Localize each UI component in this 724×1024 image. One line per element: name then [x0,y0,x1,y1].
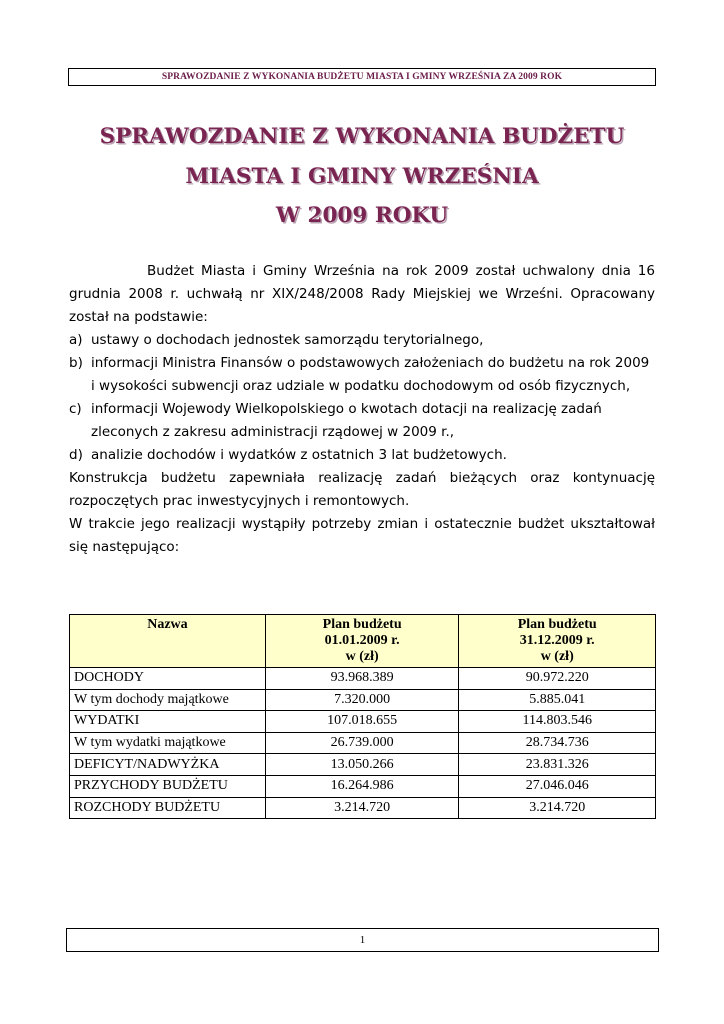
paragraph-line: W trakcie jego realizacji wystąpiły potrzeby zmian i ostatecznie budżet ukształtował [69,516,655,532]
list-item-text: analizie dochodów i wydatków z ostatnich 3 lat budżetowych. [91,447,507,463]
plan-end-value: 114.803.546 [459,711,656,733]
plan-start-value: 26.739.000 [265,732,459,754]
header-text: 01.01.2009 r. [324,633,400,648]
plan-end-value: 5.885.041 [459,689,656,711]
list-marker: c) [69,401,82,417]
document-body [69,260,655,559]
paragraph-line: się następująco: [69,539,180,555]
table-row [70,689,656,711]
plan-start-value: 107.018.655 [265,711,459,733]
header-text: Plan budżetu [517,617,597,632]
plan-end-value: 28.734.736 [459,732,656,754]
header-text: w (zł) [345,649,379,664]
list-item [69,444,655,467]
plan-start-value: 7.320.000 [265,689,459,711]
table-row [70,797,656,819]
row-name: ROZCHODY BUDŻETU [70,797,266,819]
column-header-name [70,615,266,668]
table-row [70,732,656,754]
table-header-row [70,615,656,668]
document-title-line-3: W 2009 ROKU [275,203,449,228]
plan-start-value: 93.968.389 [265,668,459,690]
row-name: WYDATKI [70,711,266,733]
plan-start-value: 13.050.266 [265,754,459,776]
page-number: 1 [359,934,366,946]
header-text: 31.12.2009 r. [519,633,595,648]
row-name: W tym wydatki majątkowe [70,732,266,754]
running-header: SPRAWOZDANIE Z WYKONANIA BUDŻETU MIASTA I GMINY WRZEŚNIA ZA 2009 ROK [68,68,656,86]
list-item-continuation: zleconych z zakresu administracji rządowej w 2009 r., [91,424,455,440]
budget-table [69,614,656,819]
list-item-continuation: i wysokości subwencji oraz udziale w podatku dochodowym od osób fizycznych, [91,378,631,394]
plan-end-value: 23.831.326 [459,754,656,776]
plan-end-value: 90.972.220 [459,668,656,690]
document-title-line-2: MIASTA I GMINY WRZEŚNIA [185,164,539,189]
plan-end-value: 27.046.046 [459,775,656,797]
list-item [69,352,655,375]
document-title-line-1: SPRAWOZDANIE Z WYKONANIA BUDŻETU [99,124,625,149]
list-item-text: informacji Ministra Finansów o podstawowych założeniach do budżetu na rok 2009 [91,355,650,371]
intro-line: został na podstawie: [69,309,208,325]
header-text: Plan budżetu [322,617,402,632]
row-name: DOCHODY [70,668,266,690]
list-marker: d) [69,447,83,463]
page-footer [66,928,659,952]
plan-start-value: 3.214.720 [265,797,459,819]
column-header-plan-start [265,615,459,668]
plan-start-value: 16.264.986 [265,775,459,797]
table-row [70,668,656,690]
row-name: W tym dochody majątkowe [70,689,266,711]
plan-end-value: 3.214.720 [459,797,656,819]
list-item-text: informacji Wojewody Wielkopolskiego o kwotach dotacji na realizację zadań [91,401,602,417]
intro-line: Budżet Miasta i Gminy Września na rok 2009 został uchwalony dnia 16 [147,263,655,279]
list-marker: b) [69,355,83,371]
paragraph-line: Konstrukcja budżetu zapewniała realizację zadań bieżących oraz kontynuację [69,470,655,486]
list-marker: a) [69,332,83,348]
paragraph-line: rozpoczętych prac inwestycyjnych i remontowych. [69,493,410,509]
table-row [70,711,656,733]
row-name: DEFICYT/NADWYŻKA [70,754,266,776]
column-header-plan-end [459,615,656,668]
list-item-text: ustawy o dochodach jednostek samorządu terytorialnego, [91,332,484,348]
list-item [69,398,655,421]
table-row [70,775,656,797]
header-text: w (zł) [540,649,574,664]
row-name: PRZYCHODY BUDŻETU [70,775,266,797]
table-row [70,754,656,776]
intro-line: grudnia 2008 r. uchwałą nr XIX/248/2008 Rady Miejskiej we Wrześni. Opracowany [69,286,655,302]
list-item [69,329,655,352]
header-text: Nazwa [147,617,188,632]
